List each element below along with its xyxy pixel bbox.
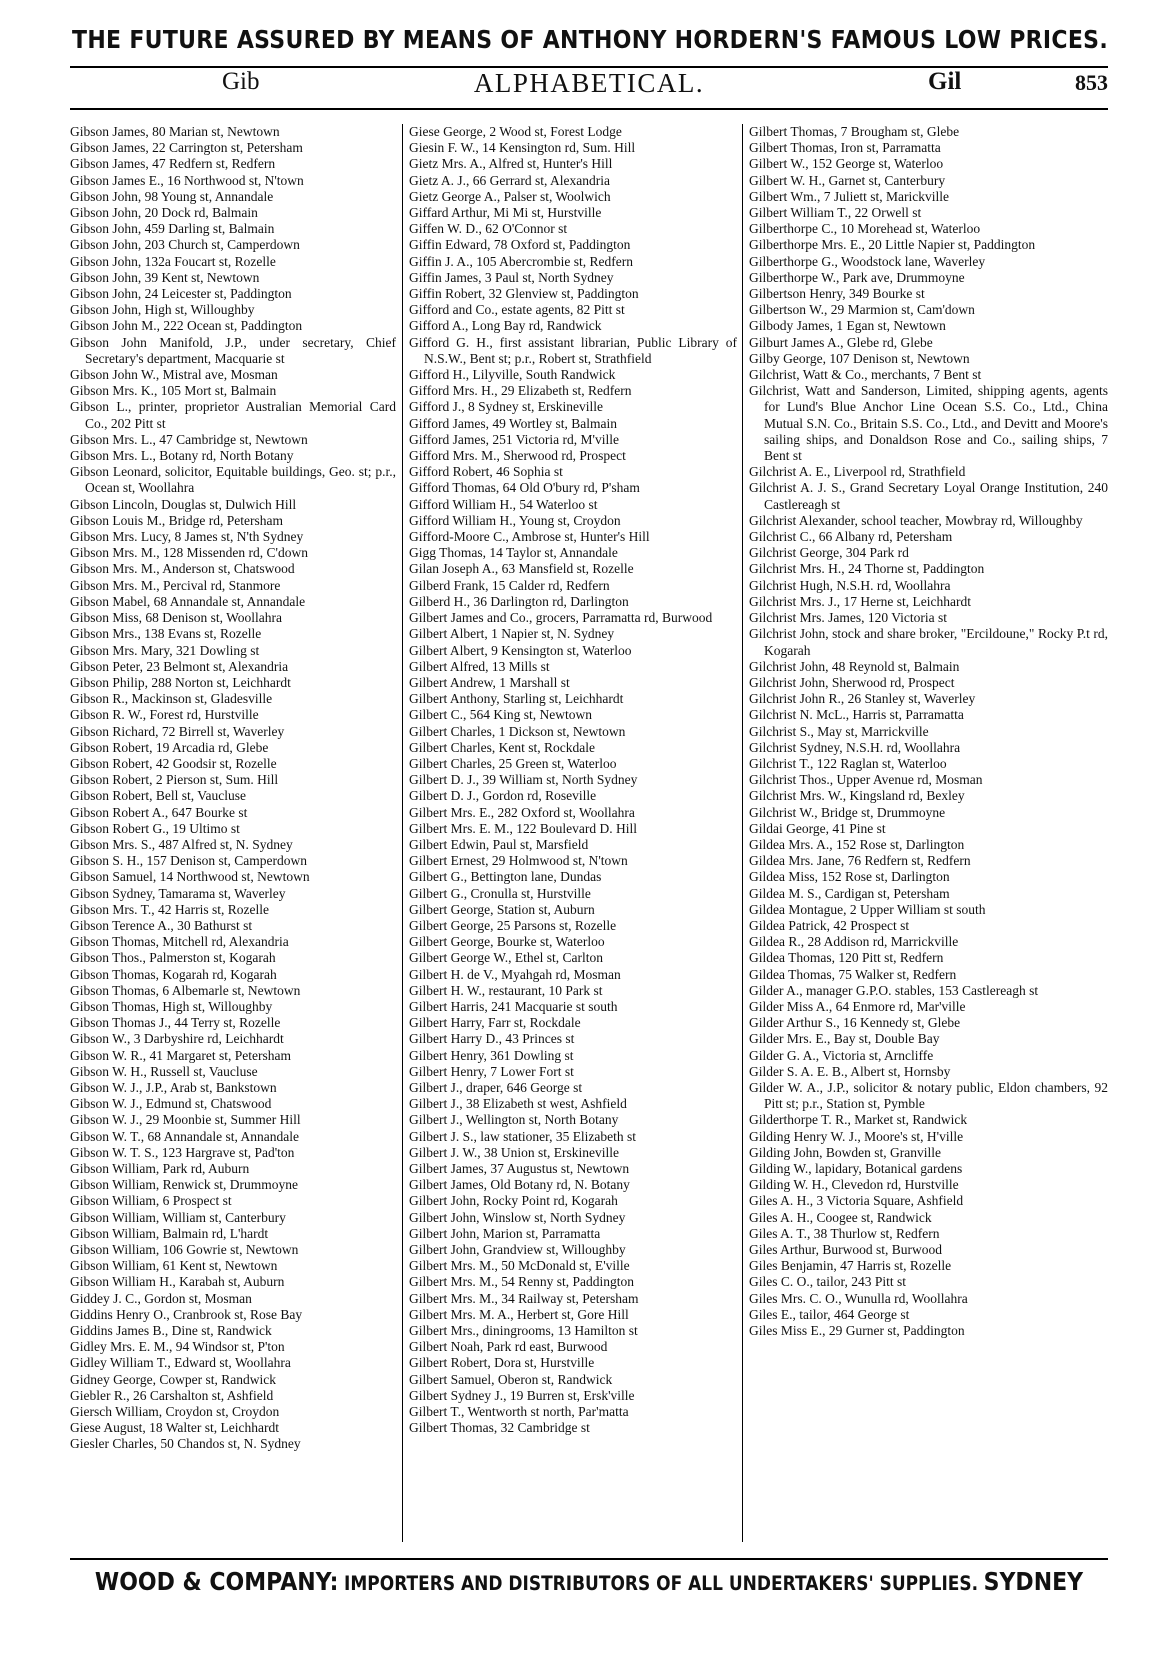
directory-entry: Gildea Miss, 152 Rose st, Darlington bbox=[749, 869, 950, 885]
directory-entry: Gibson Thomas, Mitchell rd, Alexandria bbox=[70, 934, 289, 950]
directory-entry: Gildea Mrs. Jane, 76 Redfern st, Redfern bbox=[749, 853, 971, 869]
directory-entry: Gibson John, 98 Young st, Annandale bbox=[70, 188, 274, 204]
directory-entry: Gilberthorpe Mrs. E., 20 Little Napier st, Paddington bbox=[749, 237, 1036, 253]
directory-entry: Giffen W. D., 62 O'Connor st bbox=[409, 221, 568, 237]
directory-entry: Gibson Mrs. L., Botany rd, North Botany bbox=[70, 448, 294, 464]
directory-entry: Gilbert Harry D., 43 Princes st bbox=[409, 1031, 575, 1047]
directory-entry: Gilchrist A. E., Liverpool rd, Strathfield bbox=[749, 464, 966, 480]
directory-entry: Gilbert Alfred, 13 Mills st bbox=[409, 658, 550, 674]
directory-entry: Gilbertson Henry, 349 Bourke st bbox=[749, 286, 925, 302]
directory-entry: Giles E., tailor, 464 George st bbox=[749, 1306, 910, 1322]
directory-entry: Giffard Arthur, Mi Mi st, Hurstville bbox=[409, 205, 602, 221]
directory-entry: Gilder S. A. E. B., Albert st, Hornsby bbox=[749, 1063, 951, 1079]
directory-entry: Gibson John, 203 Church st, Camperdown bbox=[70, 237, 300, 253]
directory-entry: Giddey J. C., Gordon st, Mosman bbox=[70, 1290, 252, 1306]
directory-entry: Giles Mrs. C. O., Wunulla rd, Woollahra bbox=[749, 1290, 968, 1306]
directory-entry: Gifford G. H., first assistant librarian, Public Library of N.S.W., Bent st; p.r., Robert st, Strathfield bbox=[409, 334, 737, 366]
directory-entry: Gilberd H., 36 Darlington rd, Darlington bbox=[409, 593, 629, 609]
directory-entry: Gilbert Thomas, Iron st, Parramatta bbox=[749, 140, 941, 156]
directory-entry: Gifford William H., Young st, Croydon bbox=[409, 512, 621, 528]
directory-entry: Gibson W. T. S., 123 Hargrave st, Pad'ton bbox=[70, 1144, 295, 1160]
directory-entry: Gilbert George, Bourke st, Waterloo bbox=[409, 934, 605, 950]
directory-entry: Giffin J. A., 105 Abercrombie st, Redfern bbox=[409, 253, 633, 269]
directory-entry: Gilbert T., Wentworth st north, Par'matta bbox=[409, 1404, 629, 1420]
directory-entry: Gilchrist N. McL., Harris st, Parramatta bbox=[749, 707, 964, 723]
directory-entry: Gilbert John, Rocky Point rd, Kogarah bbox=[409, 1193, 618, 1209]
column-divider bbox=[402, 124, 403, 1542]
directory-entry: Gilchrist Mrs. J., 17 Herne st, Leichhardt bbox=[749, 593, 971, 609]
directory-entry: Gilbert Mrs., diningrooms, 13 Hamilton st bbox=[409, 1323, 638, 1339]
directory-entry: Giffin Robert, 32 Glenview st, Paddington bbox=[409, 286, 639, 302]
column-divider bbox=[742, 124, 743, 1542]
directory-entry: Gibson W. J., 29 Moonbie st, Summer Hill bbox=[70, 1112, 301, 1128]
directory-entry: Gibson Mrs. M., Percival rd, Stanmore bbox=[70, 577, 281, 593]
page-title: ALPHABETICAL. bbox=[473, 68, 705, 98]
directory-entry: Gilding W., lapidary, Botanical gardens bbox=[749, 1161, 963, 1176]
directory-entry: Giesler Charles, 50 Chandos st, N. Sydney bbox=[70, 1436, 301, 1452]
directory-entry: Gibson Robert, 2 Pierson st, Sum. Hill bbox=[70, 772, 279, 788]
directory-entry: Gilchrist T., 122 Raglan st, Waterloo bbox=[749, 755, 947, 771]
bottom-rule bbox=[70, 1558, 1108, 1560]
directory-entry: Gibson R. W., Forest rd, Hurstville bbox=[70, 707, 259, 723]
directory-entry: Gilbert George W., Ethel st, Carlton bbox=[409, 950, 603, 966]
directory-entry: Gilding John, Bowden st, Granville bbox=[749, 1144, 941, 1160]
directory-entry: Gildea Thomas, 75 Walker st, Redfern bbox=[749, 966, 957, 982]
directory-entry: Gilbertson W., 29 Marmion st, Cam'down bbox=[749, 302, 975, 318]
directory-entry: Gilbert Harris, 241 Macquarie st south bbox=[409, 998, 618, 1014]
directory-entry: Gilbert Charles, Kent st, Rockdale bbox=[409, 739, 595, 755]
directory-entry: Gilbert Anthony, Starling st, Leichhardt bbox=[409, 691, 624, 707]
directory-entry: Gilbert Andrew, 1 Marshall st bbox=[409, 674, 570, 690]
directory-entry: Gilbert W. H., Garnet st, Canterbury bbox=[749, 172, 946, 188]
directory-entry: Gilchrist John R., 26 Stanley st, Waverley bbox=[749, 691, 976, 707]
guide-word-right: Gil bbox=[928, 68, 962, 95]
directory-entry: Gilbert Mrs. E., 282 Oxford st, Woollahra bbox=[409, 804, 635, 820]
directory-entry: Gilchrist Sydney, N.S.H. rd, Woollahra bbox=[749, 739, 961, 755]
directory-entry: Gilbert Albert, 9 Kensington st, Waterloo bbox=[409, 642, 632, 658]
directory-entry: Gifford James, 49 Wortley st, Balmain bbox=[409, 415, 618, 431]
directory-entry: Gibson William, 106 Gowrie st, Newtown bbox=[70, 1242, 299, 1258]
directory-entry: Gilbody James, 1 Egan st, Newtown bbox=[749, 318, 946, 334]
directory-entry: Giles Miss E., 29 Gurner st, Paddington bbox=[749, 1323, 965, 1339]
directory-column-3 bbox=[749, 124, 1108, 1556]
directory-entry: Gilbert J. W., 38 Union st, Erskineville bbox=[409, 1144, 619, 1160]
directory-entry: Gilbert D. J., Gordon rd, Roseville bbox=[409, 788, 597, 804]
directory-entry: Gilder W. A., J.P., solicitor & notary public, Eldon chambers, 92 Pitt st; p.r., Station st, Pymble bbox=[749, 1079, 1108, 1112]
directory-entry: Gifford-Moore C., Ambrose st, Hunter's Hill bbox=[409, 529, 650, 545]
directory-entry: Gilbert Mrs. M., 54 Renny st, Paddington bbox=[409, 1274, 634, 1290]
directory-entry: Gilchrist Mrs. H., 24 Thorne st, Paddington bbox=[749, 561, 985, 577]
directory-entry: Gilchrist Hugh, N.S.H. rd, Woollahra bbox=[749, 577, 951, 593]
directory-entry: Gilbert Robert, Dora st, Hurstville bbox=[409, 1355, 595, 1371]
directory-entry: Gilbert H. W., restaurant, 10 Park st bbox=[409, 982, 603, 998]
directory-entry: Gibson Mrs. Lucy, 8 James st, N'th Sydney bbox=[70, 529, 304, 545]
directory-entry: Gildai George, 41 Pine st bbox=[749, 820, 886, 836]
directory-entry: Gifford Mrs. M., Sherwood rd, Prospect bbox=[409, 448, 626, 464]
directory-entry: Gibson John M., 222 Ocean st, Paddington bbox=[70, 318, 303, 334]
directory-entry: Gifford and Co., estate agents, 82 Pitt st bbox=[409, 302, 625, 318]
directory-entry: Gildea Patrick, 42 Prospect st bbox=[749, 917, 910, 933]
directory-entry: Gildea R., 28 Addison rd, Marrickville bbox=[749, 934, 959, 950]
directory-entry: Gibson John, High st, Willoughby bbox=[70, 302, 255, 318]
directory-entry: Gilder Mrs. E., Bay st, Double Bay bbox=[749, 1031, 940, 1047]
directory-entry: Gibson Richard, 72 Birrell st, Waverley bbox=[70, 723, 285, 739]
directory-entry: Gilder G. A., Victoria st, Arncliffe bbox=[749, 1047, 934, 1063]
directory-entry: Gilderthorpe T. R., Market st, Randwick bbox=[749, 1112, 968, 1128]
directory-entry: Gildea Mrs. A., 152 Rose st, Darlington bbox=[749, 836, 965, 852]
directory-entry: Gifford A., Long Bay rd, Randwick bbox=[409, 318, 602, 334]
directory-entry: Gibson John, 132a Foucart st, Rozelle bbox=[70, 253, 276, 269]
directory-entry: Gilbert J., Wellington st, North Botany bbox=[409, 1112, 619, 1128]
directory-entry: Gilbert W., 152 George st, Waterloo bbox=[749, 156, 944, 172]
directory-entry: Gilchrist A. J. S., Grand Secretary Loyal Orange Institution, 240 Castlereagh st bbox=[749, 480, 1108, 512]
directory-entry: Gilby George, 107 Denison st, Newtown bbox=[749, 350, 970, 366]
directory-entry: Gilberthorpe W., Park ave, Drummoyne bbox=[749, 269, 965, 285]
directory-entry: Gibson Mrs. T., 42 Harris st, Rozelle bbox=[70, 901, 269, 917]
directory-entry: Giersch William, Croydon st, Croydon bbox=[70, 1404, 280, 1420]
directory-entry: Gilbert Harry, Farr st, Rockdale bbox=[409, 1015, 581, 1031]
directory-entry: Gibson William, 6 Prospect st bbox=[70, 1193, 232, 1209]
directory-entry: Gilan Joseph A., 63 Mansfield st, Rozelle bbox=[409, 561, 634, 577]
directory-entry: Gilbert Mrs. M., 50 McDonald st, E'ville bbox=[409, 1258, 630, 1274]
directory-entry: Gilbert H. de V., Myahgah rd, Mosman bbox=[409, 966, 621, 982]
directory-entry: Gilchrist, Watt & Co., merchants, 7 Bent st bbox=[749, 367, 982, 383]
directory-entry: Gidley William T., Edward st, Woollahra bbox=[70, 1355, 291, 1371]
directory-entry: Gilbert Edwin, Paul st, Marsfield bbox=[409, 836, 589, 852]
directory-entry: Gilder A., manager G.P.O. stables, 153 Castlereagh st bbox=[749, 982, 1039, 998]
directory-entry: Gibson Mrs. L., 47 Cambridge st, Newtown bbox=[70, 431, 308, 447]
directory-entry: Gibson Leonard, solicitor, Equitable buildings, Geo. st; p.r., Ocean st, Woollahra bbox=[70, 464, 396, 496]
bottom-advertisement-banner bbox=[70, 1568, 1108, 1597]
directory-entry: Gilding W. H., Clevedon rd, Hurstville bbox=[749, 1177, 959, 1193]
directory-entry: Gilbert George, Station st, Auburn bbox=[409, 901, 595, 917]
directory-entry: Gibson William H., Karabah st, Auburn bbox=[70, 1274, 285, 1290]
directory-entry: Gilchrist Mrs. James, 120 Victoria st bbox=[749, 610, 948, 626]
directory-entry: Gibson Robert A., 647 Bourke st bbox=[70, 804, 248, 820]
directory-entry: Giddins James B., Dine st, Randwick bbox=[70, 1323, 272, 1339]
directory-entry: Gibson Mrs. M., Anderson st, Chatswood bbox=[70, 561, 295, 577]
directory-entry: Gibson Robert G., 19 Ultimo st bbox=[70, 820, 240, 836]
directory-entry: Gilchrist Alexander, school teacher, Mowbray rd, Willoughby bbox=[749, 512, 1083, 528]
directory-entry: Gilbert J., 38 Elizabeth st west, Ashfield bbox=[409, 1096, 627, 1112]
directory-entry: Gibson William, Renwick st, Drummoyne bbox=[70, 1177, 298, 1193]
directory-entry: Gibson Terence A., 30 Bathurst st bbox=[70, 917, 253, 933]
directory-entry: Gifford James, 251 Victoria rd, M'ville bbox=[409, 431, 619, 447]
header-rule bbox=[70, 108, 1108, 110]
directory-entry: Gifford Mrs. H., 29 Elizabeth st, Redfern bbox=[409, 383, 632, 399]
directory-entry: Gibson William, 61 Kent st, Newtown bbox=[70, 1258, 278, 1274]
directory-entry: Gifford Robert, 46 Sophia st bbox=[409, 464, 563, 480]
directory-entry: Gilding Henry W. J., Moore's st, H'ville bbox=[749, 1128, 964, 1144]
directory-entry: Gibson Thomas, 6 Albemarle st, Newtown bbox=[70, 982, 301, 998]
directory-entry: Gibson W. J., J.P., Arab st, Bankstown bbox=[70, 1079, 277, 1095]
directory-entry: Gibson Mrs. K., 105 Mort st, Balmain bbox=[70, 383, 277, 399]
directory-entry: Gilbert Thomas, 7 Brougham st, Glebe bbox=[749, 124, 960, 139]
directory-entry: Gibson Mabel, 68 Annandale st, Annandale bbox=[70, 593, 306, 609]
directory-entry: Gibson William, Park rd, Auburn bbox=[70, 1161, 250, 1176]
directory-entry: Giles Benjamin, 47 Harris st, Rozelle bbox=[749, 1258, 952, 1274]
directory-entry: Gibson Thos., Palmerston st, Kogarah bbox=[70, 950, 276, 966]
directory-entry: Gietz Mrs. A., Alfred st, Hunter's Hill bbox=[409, 156, 613, 172]
directory-entry: Giffin Edward, 78 Oxford st, Paddington bbox=[409, 237, 631, 253]
directory-entry: Gibson John, 39 Kent st, Newtown bbox=[70, 269, 260, 285]
directory-entry: Gidney George, Cowper st, Randwick bbox=[70, 1371, 276, 1387]
directory-columns bbox=[70, 124, 1108, 1556]
directory-entry: Gibson W. T., 68 Annandale st, Annandale bbox=[70, 1128, 299, 1144]
directory-entry: Gietz A. J., 66 Gerrard st, Alexandria bbox=[409, 172, 610, 188]
directory-entry: Gifford H., Lilyville, South Randwick bbox=[409, 367, 616, 383]
guide-word-left: Gib bbox=[222, 68, 260, 95]
top-advertisement-banner: THE FUTURE ASSURED BY MEANS OF ANTHONY HORDERN'S FAMOUS LOW PRICES. bbox=[72, 26, 1108, 55]
directory-entry: Gilbert G., Cronulla st, Hurstville bbox=[409, 885, 591, 901]
directory-entry: Gibson Robert, 42 Goodsir st, Rozelle bbox=[70, 755, 277, 771]
directory-entry: Gilbert James, Old Botany rd, N. Botany bbox=[409, 1177, 630, 1193]
directory-entry: Gibson W. R., 41 Margaret st, Petersham bbox=[70, 1047, 291, 1063]
directory-entry: Gilberd Frank, 15 Calder rd, Redfern bbox=[409, 577, 610, 593]
advertiser-description: IMPORTERS AND DISTRIBUTORS OF ALL UNDERTAKERS' SUPPLIES. bbox=[344, 1572, 979, 1596]
directory-entry: Gilberthorpe G., Woodstock lane, Waverley bbox=[749, 253, 986, 269]
directory-entry: Gibson Thomas J., 44 Terry st, Rozelle bbox=[70, 1015, 281, 1031]
directory-entry: Gilbert John, Marion st, Parramatta bbox=[409, 1225, 601, 1241]
directory-entry: Gibson Peter, 23 Belmont st, Alexandria bbox=[70, 658, 289, 674]
directory-entry: Gibson R., Mackinson st, Gladesville bbox=[70, 691, 273, 707]
directory-entry: Gibson James, 80 Marian st, Newtown bbox=[70, 124, 280, 139]
directory-entry: Gilbert J. S., law stationer, 35 Elizabeth st bbox=[409, 1128, 637, 1144]
directory-entry: Gilbert John, Winslow st, North Sydney bbox=[409, 1209, 626, 1225]
directory-entry: Gilbert John, Grandview st, Willoughby bbox=[409, 1242, 626, 1258]
directory-entry: Gibson W. H., Russell st, Vaucluse bbox=[70, 1063, 258, 1079]
directory-entry: Gibson John, 24 Leicester st, Paddington bbox=[70, 286, 292, 302]
directory-entry: Giffin James, 3 Paul st, North Sydney bbox=[409, 269, 614, 285]
directory-entry: Gilchrist Thos., Upper Avenue rd, Mosman bbox=[749, 772, 983, 788]
directory-entry: Giles C. O., tailor, 243 Pitt st bbox=[749, 1274, 906, 1290]
directory-entry: Gifford William H., 54 Waterloo st bbox=[409, 496, 598, 512]
directory-entry: Giesin F. W., 14 Kensington rd, Sum. Hill bbox=[409, 140, 636, 156]
directory-entry: Gilbert Ernest, 29 Holmwood st, N'town bbox=[409, 853, 628, 869]
directory-entry: Gilbert Sydney J., 19 Burren st, Ersk'ville bbox=[409, 1387, 635, 1403]
directory-entry: Gilbert George, 25 Parsons st, Rozelle bbox=[409, 917, 617, 933]
directory-entry: Gilbert Wm., 7 Juliett st, Marickville bbox=[749, 188, 949, 204]
directory-entry: Gilchrist John, Sherwood rd, Prospect bbox=[749, 674, 955, 690]
directory-entry: Gifford J., 8 Sydney st, Erskineville bbox=[409, 399, 603, 415]
directory-entry: Gibson John, 459 Darling st, Balmain bbox=[70, 221, 275, 237]
directory-entry: Gilbert Charles, 1 Dickson st, Newtown bbox=[409, 723, 626, 739]
directory-entry: Gilchrist C., 66 Albany rd, Petersham bbox=[749, 529, 953, 545]
directory-entry: Gifford Thomas, 64 Old O'bury rd, P'sham bbox=[409, 480, 640, 496]
directory-entry: Gibson Robert, Bell st, Vaucluse bbox=[70, 788, 246, 804]
directory-entry: Gibson James E., 16 Northwood st, N'town bbox=[70, 172, 304, 188]
directory-entry: Gilchrist W., Bridge st, Drummoyne bbox=[749, 804, 946, 820]
directory-entry: Gilbert Samuel, Oberon st, Randwick bbox=[409, 1371, 613, 1387]
advertiser-city: SYDNEY bbox=[983, 1568, 1084, 1597]
directory-entry: Gibson L., printer, proprietor Australian Memorial Card Co., 202 Pitt st bbox=[70, 399, 396, 431]
directory-entry: Gibson James, 47 Redfern st, Redfern bbox=[70, 156, 276, 172]
directory-entry: Gilbert Mrs. E. M., 122 Boulevard D. Hill bbox=[409, 820, 637, 836]
directory-entry: Giese August, 18 Walter st, Leichhardt bbox=[70, 1420, 279, 1436]
directory-entry: Gilbert William T., 22 Orwell st bbox=[749, 205, 922, 221]
directory-entry: Gilchrist, Watt and Sanderson, Limited, shipping agents, agents for Lund's Blue Anchor Line Ocean S.S. Co., Ltd., China Mutual S.N. Co., Britain S.S. Co., Ltd., and Devitt and Moore's sailing ships, and Donaldson Rose and Co., sailing ships, 7 Bent st bbox=[749, 383, 1108, 464]
directory-entry: Gilbert C., 564 King st, Newtown bbox=[409, 707, 592, 723]
directory-entry: Gilchrist S., May st, Marrickville bbox=[749, 723, 929, 739]
directory-entry: Gildea Thomas, 120 Pitt st, Redfern bbox=[749, 950, 944, 966]
directory-entry: Giddins Henry O., Cranbrook st, Rose Bay bbox=[70, 1306, 303, 1322]
directory-entry: Gilbert Henry, 7 Lower Fort st bbox=[409, 1063, 574, 1079]
directory-entry: Giles A. T., 38 Thurlow st, Redfern bbox=[749, 1225, 940, 1241]
directory-entry: Gilbert Henry, 361 Dowling st bbox=[409, 1047, 574, 1063]
directory-entry: Gilchrist John, 48 Reynold st, Balmain bbox=[749, 658, 960, 674]
directory-entry: Gilbert Mrs. M. A., Herbert st, Gore Hill bbox=[409, 1306, 629, 1322]
directory-entry: Gibson Louis M., Bridge rd, Petersham bbox=[70, 512, 283, 528]
directory-entry: Gilchrist John, stock and share broker, "Ercildoune," Rocky P.t rd, Kogarah bbox=[749, 626, 1108, 658]
directory-entry: Gilbert James, 37 Augustus st, Newtown bbox=[409, 1161, 630, 1176]
directory-entry: Gibson John, 20 Dock rd, Balmain bbox=[70, 205, 258, 221]
directory-entry: Gildea M. S., Cardigan st, Petersham bbox=[749, 885, 950, 901]
directory-entry: Gidley Mrs. E. M., 94 Windsor st, P'ton bbox=[70, 1339, 285, 1355]
directory-entry: Gilberthorpe C., 10 Morehead st, Waterloo bbox=[749, 221, 981, 237]
directory-entry: Gibson W. J., Edmund st, Chatswood bbox=[70, 1096, 272, 1112]
directory-entry: Giles A. H., Coogee st, Randwick bbox=[749, 1209, 932, 1225]
directory-entry: Giles A. H., 3 Victoria Square, Ashfield bbox=[749, 1193, 964, 1209]
directory-entry: Gilbert Albert, 1 Napier st, N. Sydney bbox=[409, 626, 615, 642]
page-number: 853 bbox=[1075, 70, 1108, 95]
directory-entry: Gibson Lincoln, Douglas st, Dulwich Hill bbox=[70, 496, 297, 512]
directory-entry: Gilbert J., draper, 646 George st bbox=[409, 1079, 583, 1095]
directory-entry: Gibson John Manifold, J.P., under secretary, Chief Secretary's department, Macquarie st bbox=[70, 334, 396, 366]
directory-entry: Gibson James, 22 Carrington st, Petersham bbox=[70, 140, 303, 156]
directory-entry: Gibson Sydney, Tamarama st, Waverley bbox=[70, 885, 286, 901]
directory-entry: Gilchrist Mrs. W., Kingsland rd, Bexley bbox=[749, 788, 965, 804]
directory-entry: Gilbert D. J., 39 William st, North Sydney bbox=[409, 772, 638, 788]
directory-entry: Gibson William, William st, Canterbury bbox=[70, 1209, 286, 1225]
directory-entry: Gibson William, Balmain rd, L'hardt bbox=[70, 1225, 269, 1241]
directory-entry: Gilbert Noah, Park rd east, Burwood bbox=[409, 1339, 608, 1355]
directory-entry: Gibson Philip, 288 Norton st, Leichhardt bbox=[70, 674, 291, 690]
advertiser-name: WOOD & COMPANY: bbox=[94, 1568, 339, 1597]
running-head bbox=[70, 68, 1108, 104]
directory-entry: Gilbert Thomas, 32 Cambridge st bbox=[409, 1420, 590, 1436]
directory-entry: Gibson John W., Mistral ave, Mosman bbox=[70, 367, 278, 383]
directory-entry: Gibson Miss, 68 Denison st, Woollahra bbox=[70, 610, 283, 626]
directory-entry: Gibson Thomas, High st, Willoughby bbox=[70, 998, 273, 1014]
directory-entry: Giebler R., 26 Carshalton st, Ashfield bbox=[70, 1387, 274, 1403]
directory-entry: Gilchrist George, 304 Park rd bbox=[749, 545, 909, 561]
directory-entry: Gilder Arthur S., 16 Kennedy st, Glebe bbox=[749, 1015, 961, 1031]
directory-column-1 bbox=[70, 124, 396, 1556]
directory-entry: Gilder Miss A., 64 Enmore rd, Mar'ville bbox=[749, 998, 966, 1014]
directory-entry: Gilbert G., Bettington lane, Dundas bbox=[409, 869, 602, 885]
directory-entry: Gibson Samuel, 14 Northwood st, Newtown bbox=[70, 869, 310, 885]
directory-entry: Gigg Thomas, 14 Taylor st, Annandale bbox=[409, 545, 618, 561]
directory-entry: Gibson Robert, 19 Arcadia rd, Glebe bbox=[70, 739, 269, 755]
directory-column-2 bbox=[409, 124, 737, 1556]
directory-entry: Gilbert Charles, 25 Green st, Waterloo bbox=[409, 755, 617, 771]
directory-entry: Gibson W., 3 Darbyshire rd, Leichhardt bbox=[70, 1031, 284, 1047]
directory-entry: Gilbert Mrs. M., 34 Railway st, Petersham bbox=[409, 1290, 639, 1306]
directory-entry: Giles Arthur, Burwood st, Burwood bbox=[749, 1242, 942, 1258]
directory-entry: Gibson Mrs. M., 128 Missenden rd, C'down bbox=[70, 545, 308, 561]
directory-entry: Gibson Mrs. S., 487 Alfred st, N. Sydney bbox=[70, 836, 293, 852]
directory-entry: Gibson S. H., 157 Denison st, Camperdown bbox=[70, 853, 307, 869]
directory-entry: Gibson Mrs., 138 Evans st, Rozelle bbox=[70, 626, 262, 642]
directory-entry: Gibson Mrs. Mary, 321 Dowling st bbox=[70, 642, 260, 658]
directory-entry: Gilburt James A., Glebe rd, Glebe bbox=[749, 334, 933, 350]
directory-entry: Giese George, 2 Wood st, Forest Lodge bbox=[409, 124, 622, 139]
directory-entry: Gibson Thomas, Kogarah rd, Kogarah bbox=[70, 966, 277, 982]
directory-entry: Gietz George A., Palser st, Woolwich bbox=[409, 188, 611, 204]
directory-entry: Gilbert James and Co., grocers, Parramatta rd, Burwood bbox=[409, 610, 713, 626]
directory-entry: Gildea Montague, 2 Upper William st south bbox=[749, 901, 986, 917]
